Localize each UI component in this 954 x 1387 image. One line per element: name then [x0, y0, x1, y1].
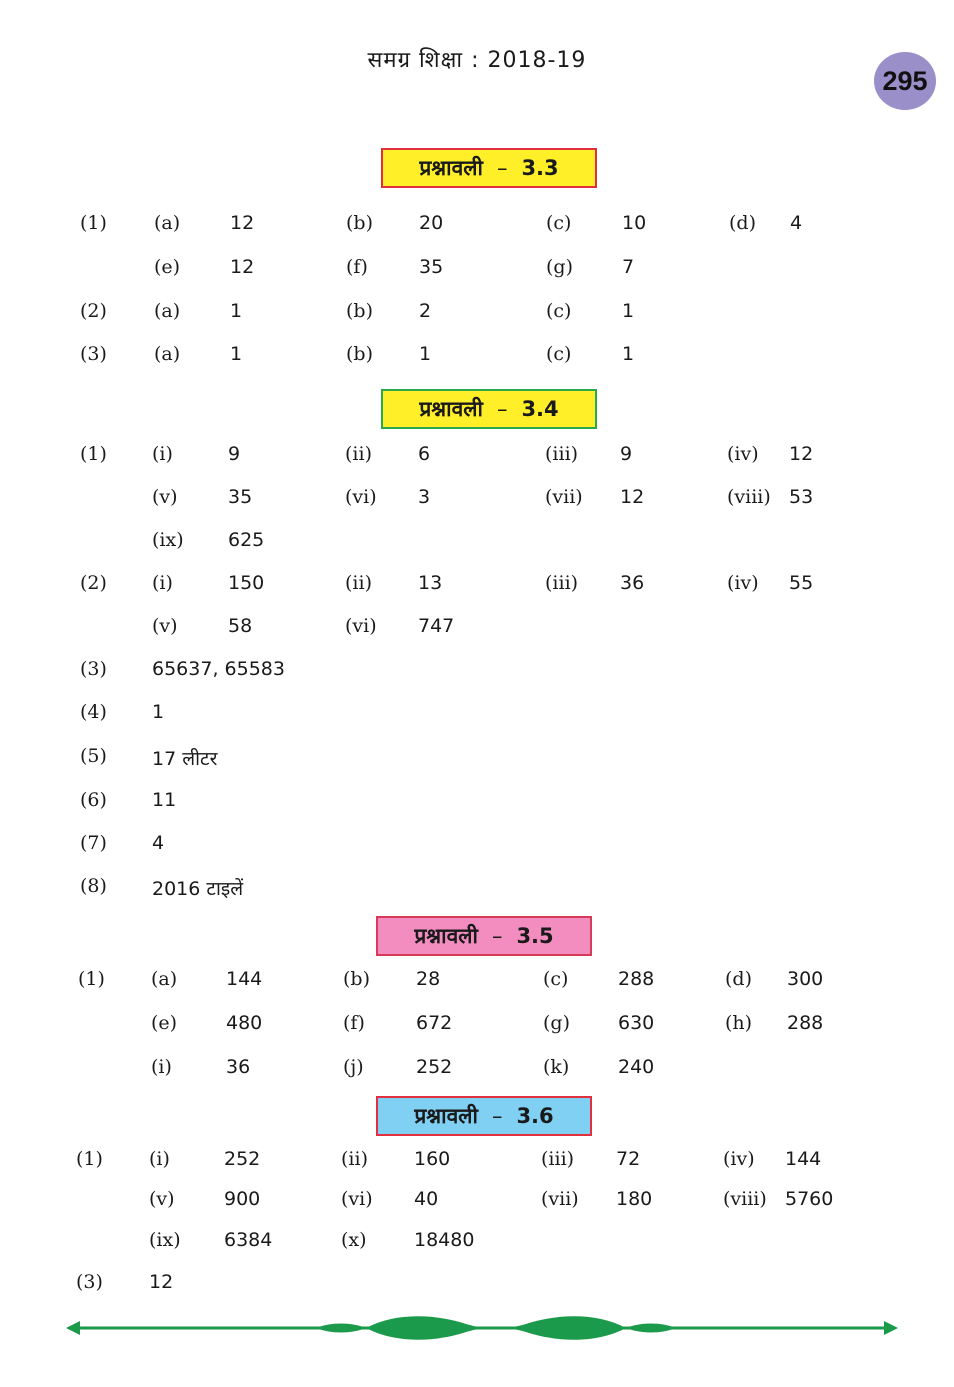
answer-value: 252 — [224, 1148, 261, 1170]
part-label: (b) — [343, 968, 370, 990]
answer-value: 3 — [418, 486, 431, 508]
part-label: (f) — [346, 256, 368, 278]
question-number: (1) — [78, 968, 105, 990]
question-number: (8) — [80, 875, 107, 897]
answer-value: 1 — [230, 343, 243, 365]
answer-value: 40 — [414, 1188, 439, 1210]
question-number: (3) — [80, 658, 107, 680]
answer-value: 11 — [152, 789, 177, 811]
part-label: (g) — [543, 1012, 570, 1034]
part-label: (vii) — [541, 1188, 579, 1210]
answer-value: 4 — [152, 832, 165, 854]
part-label: (c) — [543, 968, 569, 990]
section-heading-3-6 — [376, 1096, 592, 1136]
part-label: (i) — [151, 1056, 172, 1078]
page-header-title: समग्र शिक्षा : 2018-19 — [367, 48, 587, 73]
part-label: (e) — [154, 256, 181, 278]
part-label: (b) — [346, 343, 373, 365]
answer-value: 288 — [618, 968, 655, 990]
answer-value: 672 — [416, 1012, 453, 1034]
part-label: (b) — [346, 300, 373, 322]
part-label: (vii) — [545, 486, 583, 508]
answer-value: 36 — [226, 1056, 251, 1078]
answer-value: 9 — [620, 443, 633, 465]
section-heading-title: प्रश्नावली — [419, 156, 483, 180]
page-number-badge: 295 — [874, 52, 936, 110]
answer-value: 160 — [414, 1148, 451, 1170]
part-label: (j) — [343, 1056, 364, 1078]
section-heading-3-4 — [381, 389, 597, 429]
part-label: (c) — [546, 300, 572, 322]
answer-value: 35 — [228, 486, 253, 508]
part-label: (k) — [543, 1056, 570, 1078]
answer-value: 1 — [622, 343, 635, 365]
answer-value: 2 — [419, 300, 432, 322]
answer-value: 72 — [616, 1148, 641, 1170]
answer-value: 12 — [149, 1271, 174, 1293]
part-label: (a) — [154, 343, 181, 365]
part-label: (x) — [341, 1229, 367, 1251]
question-number: (3) — [76, 1271, 103, 1293]
part-label: (d) — [725, 968, 752, 990]
answer-value: 20 — [419, 212, 444, 234]
part-label: (viii) — [723, 1188, 767, 1210]
answer-value: 12 — [789, 443, 814, 465]
section-heading-title: प्रश्नावली — [419, 397, 483, 421]
answer-value: 36 — [620, 572, 645, 594]
answer-value: 150 — [228, 572, 265, 594]
question-number: (1) — [80, 212, 107, 234]
part-label: (i) — [149, 1148, 170, 1170]
answer-value: 2016 टाइलें — [152, 878, 244, 900]
part-label: (a) — [151, 968, 178, 990]
part-label: (v) — [152, 486, 178, 508]
part-label: (vi) — [345, 486, 377, 508]
part-label: (i) — [152, 443, 173, 465]
answer-value: 6384 — [224, 1229, 273, 1251]
section-heading-number: 3.4 — [521, 397, 559, 421]
part-label: (v) — [152, 615, 178, 637]
answer-value: 300 — [787, 968, 824, 990]
part-label: (c) — [546, 343, 572, 365]
part-label: (iii) — [545, 572, 579, 594]
question-number: (1) — [80, 443, 107, 465]
part-label: (ii) — [345, 572, 372, 594]
question-number: (2) — [80, 572, 107, 594]
part-label: (d) — [729, 212, 756, 234]
answer-value: 4 — [790, 212, 803, 234]
part-label: (ii) — [345, 443, 372, 465]
part-label: (b) — [346, 212, 373, 234]
section-heading-dash: – — [496, 397, 508, 421]
section-heading-3-5 — [376, 916, 592, 956]
part-label: (vi) — [341, 1188, 373, 1210]
answer-value: 17 लीटर — [152, 748, 218, 770]
answer-value: 9 — [228, 443, 241, 465]
section-heading-number: 3.6 — [516, 1104, 554, 1128]
part-label: (viii) — [727, 486, 771, 508]
answer-value: 630 — [618, 1012, 655, 1034]
question-number: (5) — [80, 745, 107, 767]
answer-value: 10 — [622, 212, 647, 234]
part-label: (iii) — [545, 443, 579, 465]
section-heading-dash: – — [491, 1104, 503, 1128]
answer-value: 35 — [419, 256, 444, 278]
answer-value: 288 — [787, 1012, 824, 1034]
question-number: (1) — [76, 1148, 103, 1170]
section-heading-dash: – — [496, 156, 508, 180]
section-heading-title: प्रश्नावली — [414, 1104, 478, 1128]
answer-value: 12 — [620, 486, 645, 508]
answer-value: 18480 — [414, 1229, 475, 1251]
part-label: (g) — [546, 256, 573, 278]
answer-value: 28 — [416, 968, 441, 990]
part-label: (v) — [149, 1188, 175, 1210]
section-heading-title: प्रश्नावली — [414, 924, 478, 948]
part-label: (a) — [154, 300, 181, 322]
section-heading-number: 3.5 — [516, 924, 554, 948]
answer-value: 53 — [789, 486, 814, 508]
part-label: (ix) — [149, 1229, 181, 1251]
answer-value: 1 — [419, 343, 432, 365]
answer-value: 625 — [228, 529, 265, 551]
part-label: (iii) — [541, 1148, 575, 1170]
section-heading-3-3 — [381, 148, 597, 188]
answer-value: 6 — [418, 443, 431, 465]
part-label: (c) — [546, 212, 572, 234]
part-label: (f) — [343, 1012, 365, 1034]
answer-value: 7 — [622, 256, 635, 278]
footer-ornament — [66, 1310, 898, 1346]
question-number: (3) — [80, 343, 107, 365]
part-label: (e) — [151, 1012, 178, 1034]
question-number: (6) — [80, 789, 107, 811]
answer-value: 180 — [616, 1188, 653, 1210]
part-label: (ii) — [341, 1148, 368, 1170]
question-number: (2) — [80, 300, 107, 322]
answer-value: 144 — [226, 968, 263, 990]
answer-value: 65637, 65583 — [152, 658, 285, 680]
answer-value: 12 — [230, 256, 255, 278]
question-number: (4) — [80, 701, 107, 723]
answer-value: 13 — [418, 572, 443, 594]
answer-value: 747 — [418, 615, 455, 637]
answer-value: 58 — [228, 615, 253, 637]
answer-value: 900 — [224, 1188, 261, 1210]
section-heading-dash: – — [491, 924, 503, 948]
answer-value: 1 — [622, 300, 635, 322]
answer-value: 1 — [152, 701, 165, 723]
answer-value: 240 — [618, 1056, 655, 1078]
part-label: (iv) — [727, 443, 759, 465]
part-label: (i) — [152, 572, 173, 594]
answer-value: 480 — [226, 1012, 263, 1034]
part-label: (iv) — [723, 1148, 755, 1170]
part-label: (ix) — [152, 529, 184, 551]
answer-value: 5760 — [785, 1188, 834, 1210]
answer-value: 1 — [230, 300, 243, 322]
answer-value: 55 — [789, 572, 814, 594]
question-number: (7) — [80, 832, 107, 854]
part-label: (iv) — [727, 572, 759, 594]
part-label: (vi) — [345, 615, 377, 637]
answer-value: 12 — [230, 212, 255, 234]
section-heading-number: 3.3 — [521, 156, 559, 180]
part-label: (h) — [725, 1012, 753, 1034]
part-label: (a) — [154, 212, 181, 234]
answer-value: 252 — [416, 1056, 453, 1078]
answer-value: 144 — [785, 1148, 822, 1170]
